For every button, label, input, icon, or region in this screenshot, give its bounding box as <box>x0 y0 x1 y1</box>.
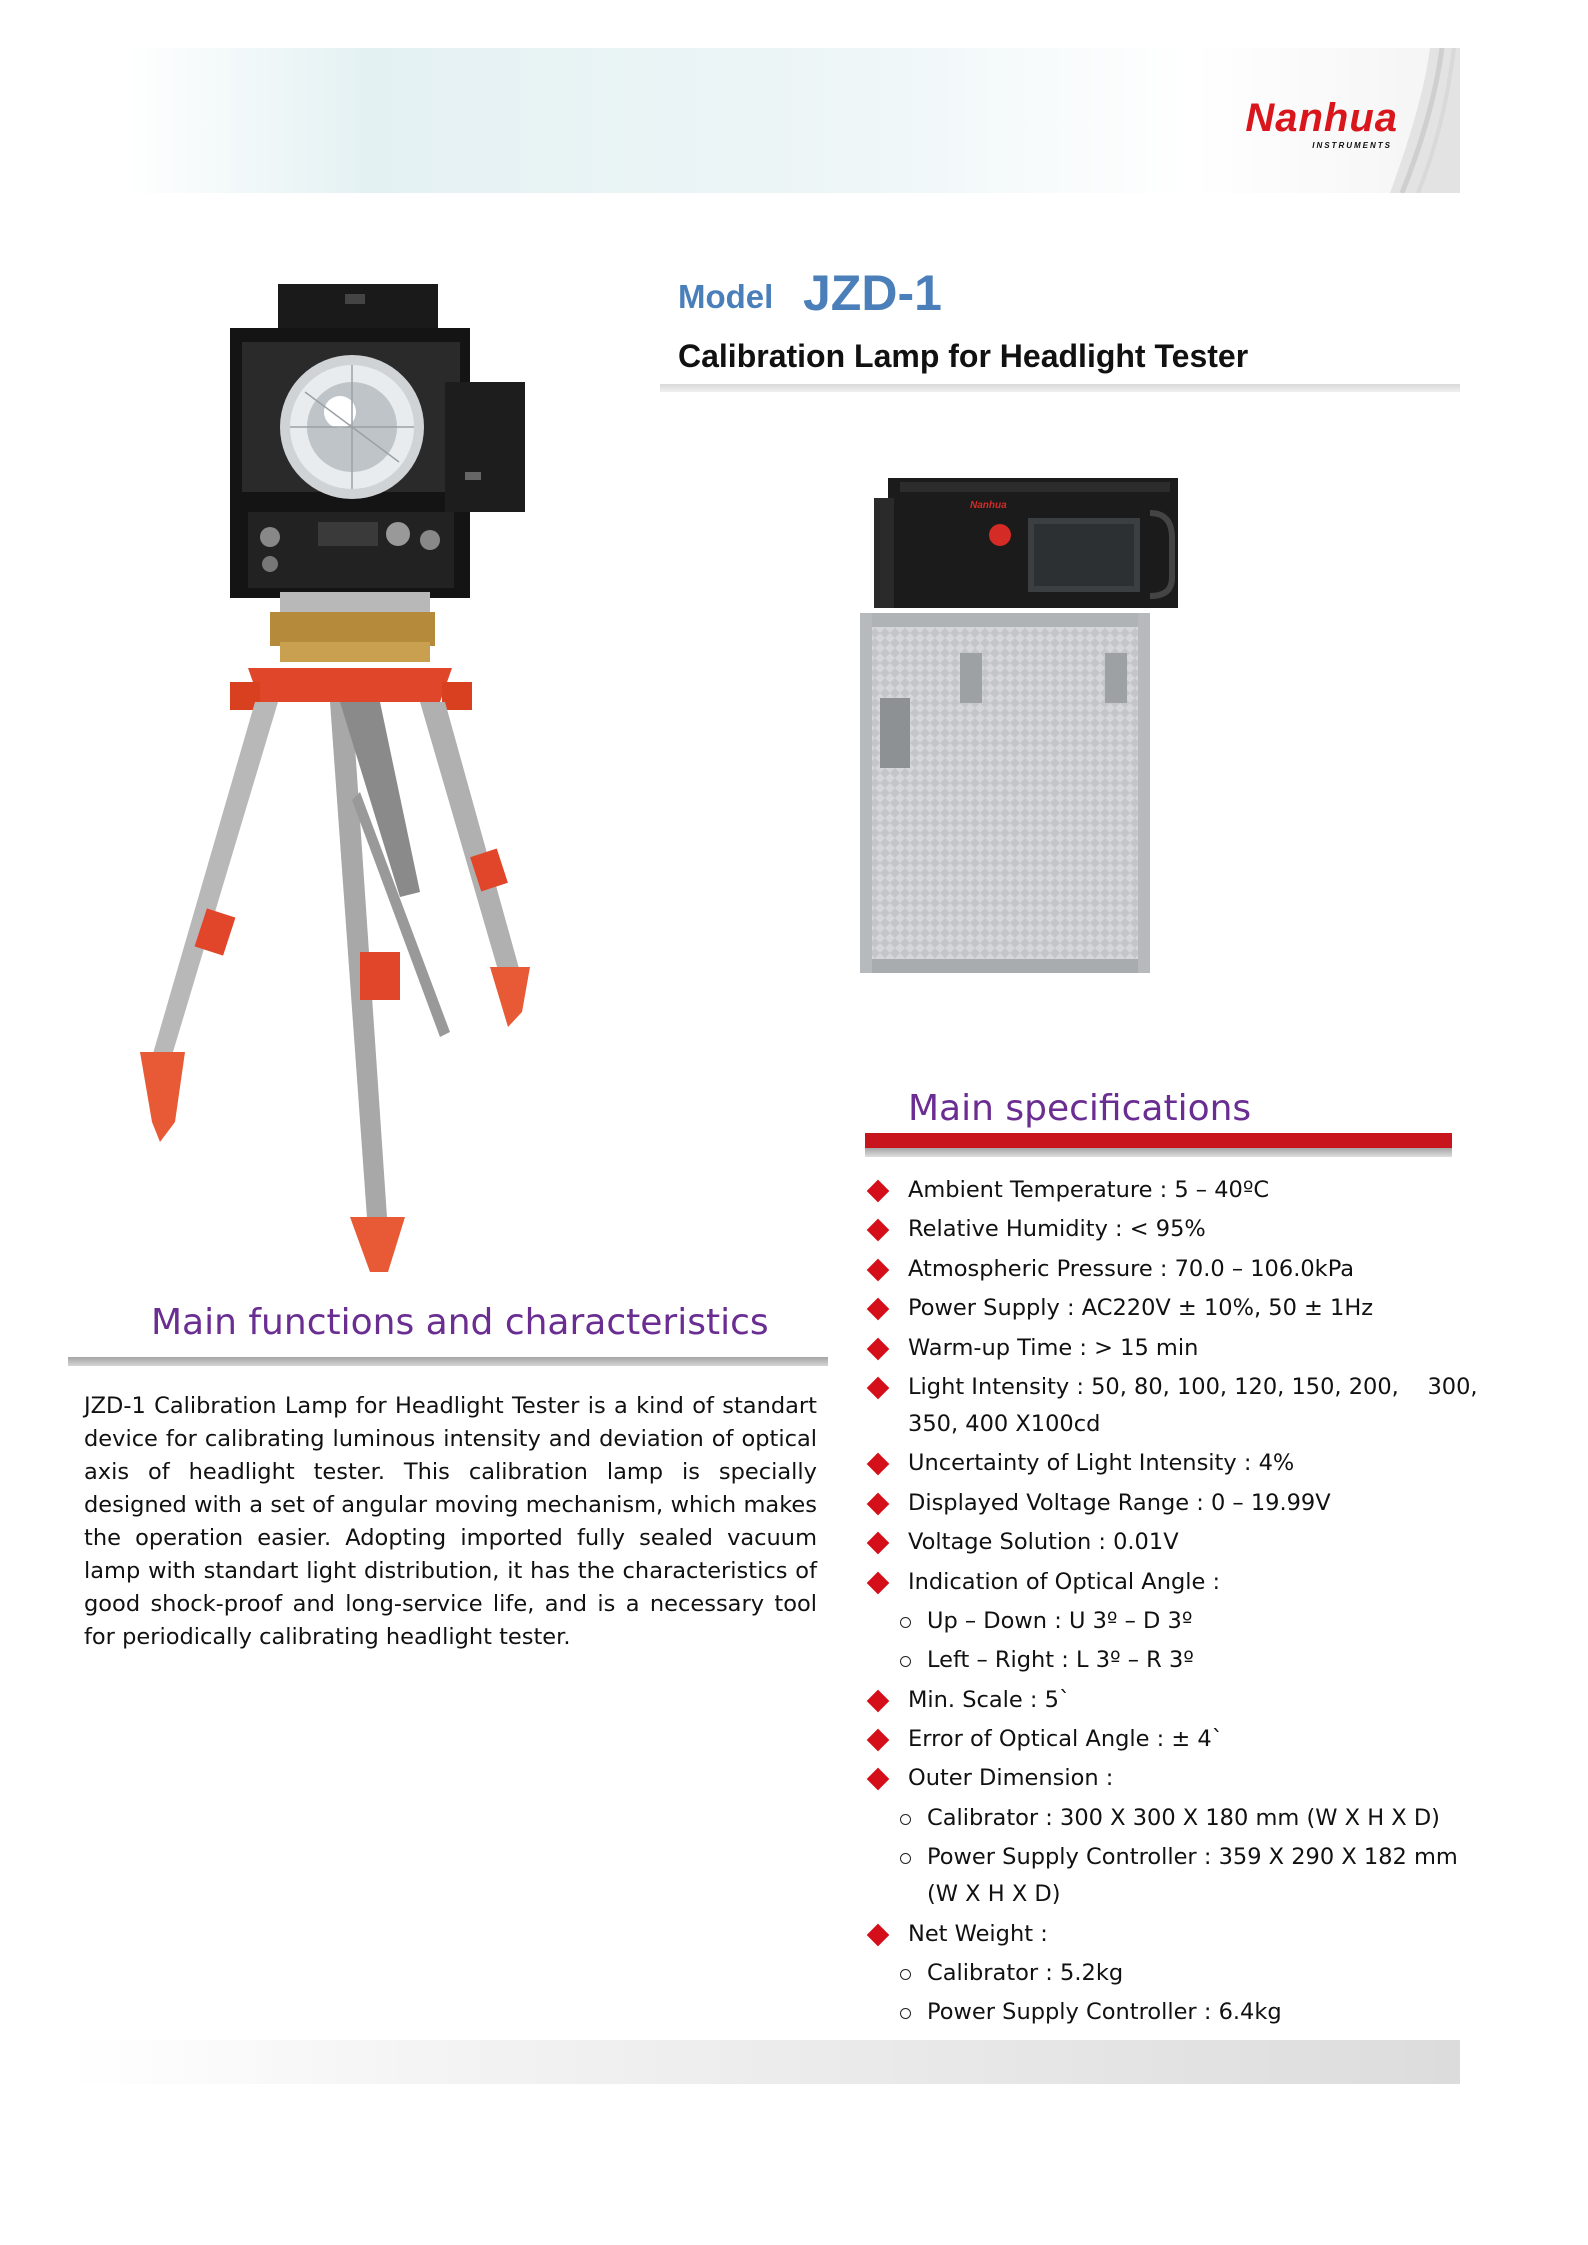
spec-subitem-calibrator-weight <box>870 1955 1470 1992</box>
power-supply-controller-photo <box>860 478 1195 978</box>
functions-description: JZD-1 Calibration Lamp for Headlight Tester is a kind of standart device for calibrating luminous intensity and deviation of optical axis of headlight tester. This calibration lamp is specially designed with a set of angular moving mechanism, which makes the operation easier. Adopting imported fully sealed vacuum lamp with standart light distribution, it has the characteristics of good shock-proof and long-service life, and is a necessary tool for periodically calibrating headlight tester. <box>84 1393 817 1650</box>
red-diamond-bullet-icon <box>867 1180 890 1203</box>
functions-heading: Main functions and characteristics <box>151 1302 769 1343</box>
red-diamond-bullet-icon <box>867 1377 890 1400</box>
spec-text: Relative Humidity : < 95% <box>908 1216 1206 1243</box>
hollow-circle-bullet-icon <box>900 2008 911 2019</box>
red-diamond-bullet-icon <box>867 1219 890 1242</box>
calibration-lamp-tripod-photo <box>130 272 570 1272</box>
spec-text: Net Weight : <box>908 1920 1048 1947</box>
red-diamond-bullet-icon <box>867 1923 890 1946</box>
spec-text: Error of Optical Angle : ± 4` <box>908 1726 1223 1753</box>
spec-item-angle-error <box>870 1721 1470 1758</box>
spec-text: Left – Right : L 3º – R 3º <box>927 1647 1194 1674</box>
spec-item-power-supply <box>870 1290 1470 1327</box>
spec-text: Calibrator : 5.2kg <box>927 1960 1124 1987</box>
specifications-heading-red-bar <box>865 1133 1452 1148</box>
red-diamond-bullet-icon <box>867 1337 890 1360</box>
spec-item-net-weight <box>870 1916 1470 1953</box>
spec-text: Displayed Voltage Range : 0 – 19.99V <box>908 1489 1331 1516</box>
red-diamond-bullet-icon <box>867 1492 890 1515</box>
spec-item-min-scale <box>870 1682 1470 1719</box>
red-diamond-bullet-icon <box>867 1571 890 1594</box>
spec-subitem-calibrator-dimension <box>870 1800 1470 1837</box>
spec-text: Uncertainty of Light Intensity : 4% <box>908 1450 1295 1477</box>
hollow-circle-bullet-icon <box>900 1853 911 1864</box>
spec-text: Voltage Solution : 0.01V <box>908 1529 1179 1556</box>
brand-logo: Nanhua <box>1245 96 1398 140</box>
hollow-circle-bullet-icon <box>900 1969 911 1980</box>
functions-heading-divider <box>68 1357 828 1366</box>
spec-subitem-up-down <box>870 1603 1470 1640</box>
header-band <box>125 48 1460 193</box>
spec-text: Calibrator : 300 X 300 X 180 mm (W X H X D) <box>927 1804 1440 1831</box>
spec-item-uncertainty <box>870 1445 1470 1482</box>
spec-text: Power Supply : AC220V ± 10%, 50 ± 1Hz <box>908 1295 1374 1322</box>
hollow-circle-bullet-icon <box>900 1617 911 1628</box>
spec-text: Ambient Temperature : 5 – 40ºC <box>908 1177 1270 1203</box>
spec-item-warm-up-time <box>870 1330 1470 1367</box>
red-diamond-bullet-icon <box>867 1298 890 1321</box>
spec-text: Up – Down : U 3º – D 3º <box>927 1607 1193 1634</box>
red-diamond-bullet-icon <box>867 1768 890 1791</box>
model-label: Model <box>678 278 774 315</box>
spec-item-atmospheric-pressure <box>870 1251 1470 1288</box>
spec-item-voltage-range <box>870 1485 1470 1522</box>
model-number: JZD-1 <box>803 265 942 321</box>
spec-text: Power Supply Controller : 6.4kg <box>927 1999 1282 2026</box>
spec-item-voltage-solution <box>870 1524 1470 1561</box>
spec-text-continued: (W X H X D) <box>927 1881 1061 1908</box>
spec-item-relative-humidity <box>870 1211 1470 1248</box>
product-subtitle: Calibration Lamp for Headlight Tester <box>678 338 1249 374</box>
spec-text: Indication of Optical Angle : <box>908 1568 1221 1595</box>
svg-text:Nanhua: Nanhua <box>970 500 1007 511</box>
spec-item-ambient-temperature <box>870 1172 1470 1209</box>
spec-text: Power Supply Controller : 359 X 290 X 182 mm <box>927 1844 1458 1871</box>
spec-subitem-controller-dimension <box>870 1839 1470 1913</box>
title-divider <box>660 384 1460 392</box>
red-diamond-bullet-icon <box>867 1453 890 1476</box>
spec-text-continued: 350, 400 X100cd <box>908 1410 1101 1437</box>
spec-text: Min. Scale : 5` <box>908 1686 1071 1713</box>
footer-band <box>70 2040 1460 2084</box>
spec-item-optical-angle <box>870 1564 1470 1601</box>
hollow-circle-bullet-icon <box>900 1656 911 1667</box>
spec-subitem-left-right <box>870 1642 1470 1679</box>
spec-item-light-intensity <box>870 1369 1478 1443</box>
specifications-list <box>870 1172 1478 2034</box>
spec-text: Atmospheric Pressure : 70.0 – 106.0kPa <box>908 1255 1355 1282</box>
hollow-circle-bullet-icon <box>900 1814 911 1825</box>
red-diamond-bullet-icon <box>867 1689 890 1712</box>
red-diamond-bullet-icon <box>867 1532 890 1555</box>
brand-logo-subtext: INSTRUMENTS <box>1312 141 1392 150</box>
spec-text: Outer Dimension : <box>908 1765 1114 1792</box>
spec-text: Warm-up Time : > 15 min <box>908 1334 1199 1361</box>
red-diamond-bullet-icon <box>867 1258 890 1281</box>
red-diamond-bullet-icon <box>867 1729 890 1752</box>
spec-subitem-controller-weight <box>870 1994 1470 2031</box>
spec-item-outer-dimension <box>870 1760 1470 1797</box>
specifications-heading: Main specifications <box>908 1088 1252 1129</box>
specifications-heading-grey-bar <box>865 1148 1452 1157</box>
spec-text: Light Intensity : 50, 80, 100, 120, 150, 200, 300, <box>908 1373 1478 1400</box>
